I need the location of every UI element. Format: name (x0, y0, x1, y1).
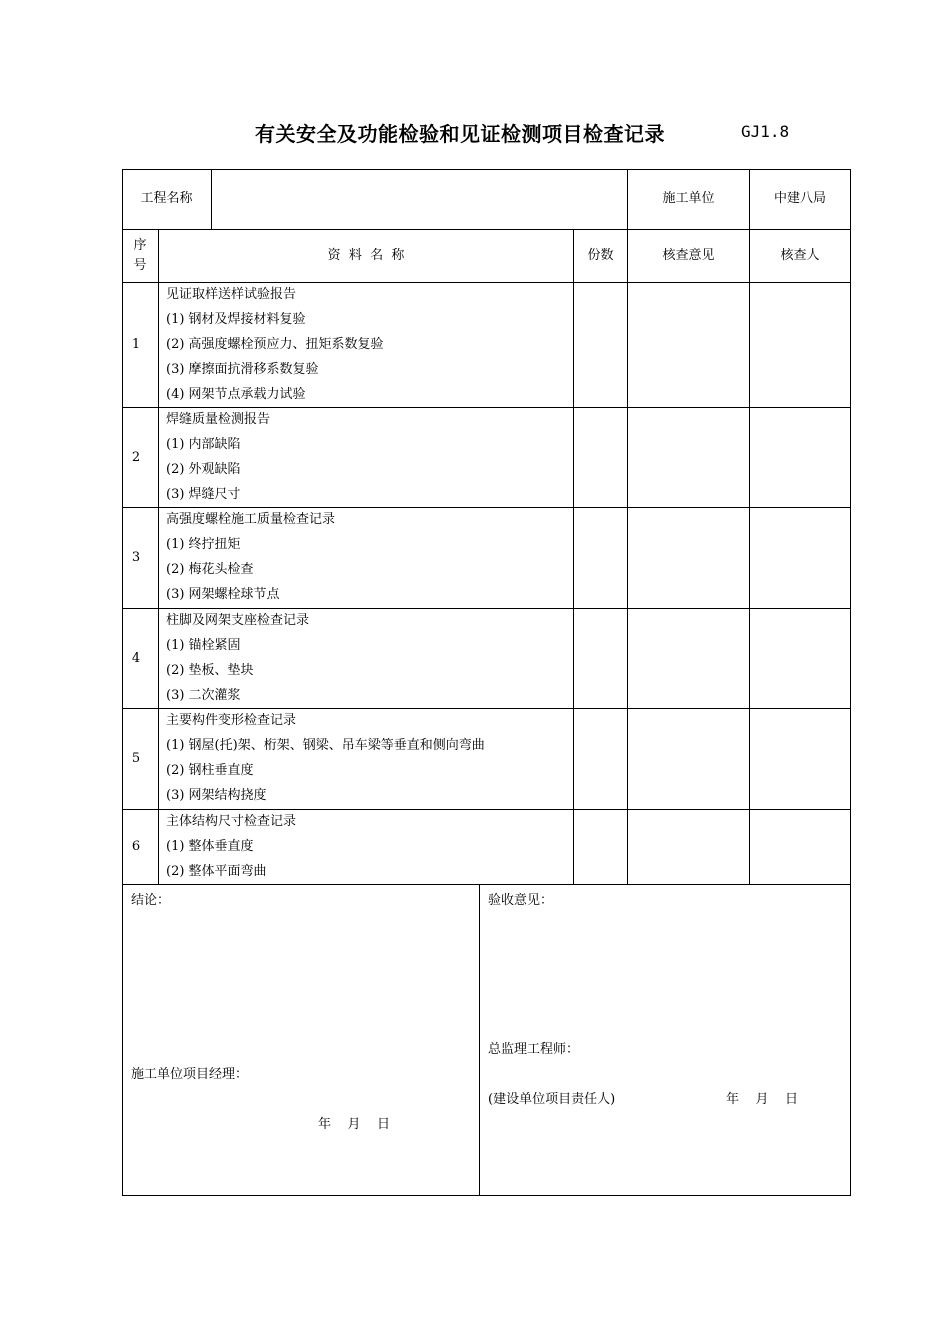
col-divider (479, 884, 480, 1195)
table-row (166, 608, 309, 708)
col-header-name: 资 料 名 称 (327, 248, 405, 263)
item-line: (3) 摩擦面抗滑移系数复验 (166, 362, 319, 377)
table-row (166, 282, 384, 407)
conclusion-label: 结论： (131, 893, 171, 908)
item-line: (2) 垫板、垫块 (166, 663, 254, 678)
item-line: (2) 高强度螺栓预应力、扭矩系数复验 (166, 337, 384, 352)
row-number: 3 (131, 550, 141, 565)
project-name-label: 工程名称 (140, 191, 193, 206)
item-line: (1) 钢材及焊接材料复验 (166, 312, 306, 327)
col-header-seq-text: 序号 (133, 238, 147, 273)
inspection-table (122, 169, 851, 1196)
row-number: 4 (131, 650, 141, 666)
table-row (166, 507, 335, 607)
page-title: 有关安全及功能检验和见证检测项目检查记录 (255, 122, 665, 146)
item-title: 柱脚及网架支座检查记录 (166, 613, 310, 628)
item-title: 焊缝质量检测报告 (166, 412, 271, 427)
item-line: (1) 终拧扭矩 (166, 537, 241, 552)
form-code: GJ1.8 (741, 122, 790, 141)
row-number: 2 (131, 449, 141, 465)
supervisor-signature-label: 总监理工程师： (488, 1042, 580, 1057)
row-number: 5 (131, 751, 141, 766)
col-divider (573, 229, 574, 884)
item-line: (3) 网架螺栓球节点 (166, 587, 280, 602)
col-divider (158, 229, 159, 884)
acceptance-label: 验收意见： (488, 893, 554, 908)
pm-signature-label: 施工单位项目经理： (131, 1067, 249, 1082)
owner-date: 年 月 日 (726, 1092, 799, 1107)
table-border-right (850, 169, 851, 1196)
table-row (166, 708, 485, 808)
row-number: 6 (131, 839, 141, 854)
item-line: (1) 锚栓紧固 (166, 638, 241, 653)
item-line: (2) 钢柱垂直度 (166, 763, 254, 778)
item-line: (4) 网架节点承载力试验 (166, 387, 306, 402)
pm-date: 年 月 日 (318, 1117, 391, 1132)
item-title: 见证取样送样试验报告 (166, 287, 297, 302)
col-header-checker: 核查人 (780, 248, 820, 263)
item-line: (1) 内部缺陷 (166, 437, 241, 452)
owner-signature-label: (建设单位项目责任人) (488, 1092, 616, 1107)
table-row (166, 809, 296, 884)
col-header-seq (122, 230, 158, 282)
item-line: (1) 整体垂直度 (166, 839, 254, 854)
col-header-count: 份数 (587, 248, 614, 263)
row-divider (122, 884, 851, 885)
item-line: (1) 钢屋(托)架、桁架、钢梁、吊车梁等垂直和侧向弯曲 (166, 738, 485, 753)
unit-value: 中建八局 (773, 191, 826, 206)
row-number: 1 (131, 337, 141, 352)
item-line: (2) 外观缺陷 (166, 462, 241, 477)
item-line: (3) 网架结构挠度 (166, 788, 267, 803)
table-border-bottom (122, 1195, 851, 1196)
col-header-opinion: 核查意见 (662, 248, 715, 263)
item-line: (3) 二次灌浆 (166, 688, 241, 703)
table-row (166, 407, 270, 507)
item-line: (3) 焊缝尺寸 (166, 487, 241, 502)
item-title: 主要构件变形检查记录 (166, 713, 297, 728)
item-line: (2) 梅花头检查 (166, 562, 254, 577)
item-line: (2) 整体平面弯曲 (166, 864, 267, 879)
item-title: 主体结构尺寸检查记录 (166, 814, 297, 829)
project-name-value (212, 169, 627, 229)
item-title: 高强度螺栓施工质量检查记录 (166, 512, 336, 527)
unit-label: 施工单位 (662, 191, 715, 206)
